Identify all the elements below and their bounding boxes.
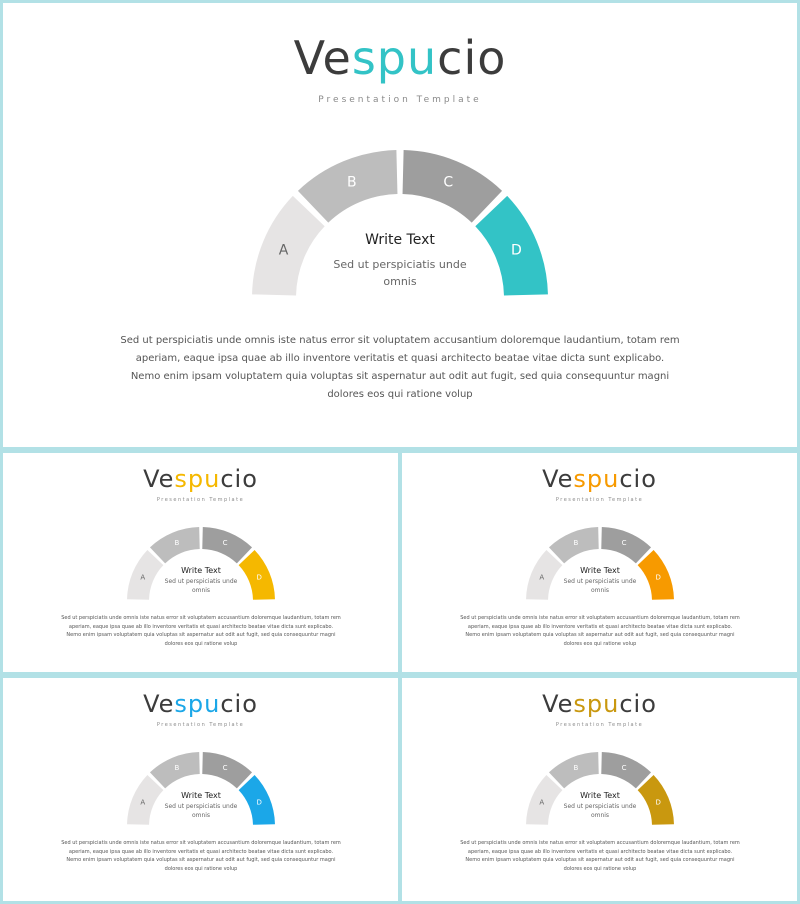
brand-pre: Ve xyxy=(542,690,574,718)
gauge-label-d: D xyxy=(655,798,661,807)
center-title: Write Text xyxy=(580,791,620,800)
gauge-label-d: D xyxy=(256,798,262,807)
slide-thumbnail-4[interactable] xyxy=(402,678,797,901)
gauge-label-a: A xyxy=(539,573,545,582)
body-paragraph: Sed ut perspiciatis unde omnis iste natus error sit voluptatem accusantium doloremque laudantium, totam rem aperiam, eaque ipsa quae ab illo inventore veritatis et quasi architecto beatae vitae dicta sunt explicabo. Nemo enim ipsam voluptatem quia voluptas sit aspernatur aut odit aut fugit, sed quia consequuntur magni dolores eos qui ratione volup xyxy=(120,335,680,400)
brand-post: cio xyxy=(220,690,258,718)
gauge-label-a: A xyxy=(278,242,289,259)
brand-pre: Ve xyxy=(542,465,574,493)
gauge-label-c: C xyxy=(222,539,228,548)
brand-pre: Ve xyxy=(143,465,175,493)
brand-pre: Ve xyxy=(293,31,352,85)
brand-title xyxy=(3,690,398,718)
gauge-label-a: A xyxy=(140,798,146,807)
brand-highlight: spu xyxy=(573,690,620,718)
center-description: Sed ut perspiciatis unde omnis xyxy=(164,578,238,594)
gauge-label-d: D xyxy=(655,573,661,582)
brand-post: cio xyxy=(619,465,657,493)
center-description: Sed ut perspiciatis unde omnis xyxy=(563,803,637,819)
subtitle: Presentation Template xyxy=(156,497,245,503)
gauge-label-b: B xyxy=(174,539,180,548)
brand-highlight: spu xyxy=(351,31,438,85)
brand-pre: Ve xyxy=(143,690,175,718)
brand-post: cio xyxy=(437,31,507,85)
gauge-label-b: B xyxy=(573,764,579,773)
gauge-label-c: C xyxy=(443,174,454,191)
center-description: Sed ut perspiciatis unde omnis xyxy=(164,803,238,819)
body-paragraph: Sed ut perspiciatis unde omnis iste natus error sit voluptatem accusantium doloremque laudantium, totam rem aperiam, eaque ipsa quae ab illo inventore veritatis et quasi architecto beatae vitae dicta sunt explicabo. Nemo enim ipsam voluptatem quia voluptas sit aspernatur aut odit aut fugit, sed quia consequuntur magni dolores eos qui ratione volup xyxy=(460,615,740,647)
center-title: Write Text xyxy=(365,232,435,248)
brand-title xyxy=(402,465,797,493)
subtitle: Presentation Template xyxy=(318,95,482,105)
slide-thumbnail-3[interactable] xyxy=(3,678,398,901)
slide-thumbnail-1[interactable] xyxy=(3,453,398,672)
brand-title xyxy=(3,465,398,493)
body-paragraph: Sed ut perspiciatis unde omnis iste natus error sit voluptatem accusantium doloremque laudantium, totam rem aperiam, eaque ipsa quae ab illo inventore veritatis et quasi architecto beatae vitae dicta sunt explicabo. Nemo enim ipsam voluptatem quia voluptas sit aspernatur aut odit aut fugit, sed quia consequuntur magni dolores eos qui ratione volup xyxy=(61,840,341,872)
gauge-label-c: C xyxy=(222,764,228,773)
brand-post: cio xyxy=(220,465,258,493)
gauge-label-d: D xyxy=(511,242,522,259)
center-title: Write Text xyxy=(580,566,620,575)
center-description: Sed ut perspiciatis unde omnis xyxy=(563,578,637,594)
brand-highlight: spu xyxy=(174,690,221,718)
gauge-label-d: D xyxy=(256,573,262,582)
gauge-label-a: A xyxy=(539,798,545,807)
subtitle: Presentation Template xyxy=(156,722,245,728)
brand-highlight: spu xyxy=(573,465,620,493)
body-paragraph: Sed ut perspiciatis unde omnis iste natus error sit voluptatem accusantium doloremque laudantium, totam rem aperiam, eaque ipsa quae ab illo inventore veritatis et quasi architecto beatae vitae dicta sunt explicabo. Nemo enim ipsam voluptatem quia voluptas sit aspernatur aut odit aut fugit, sed quia consequuntur magni dolores eos qui ratione volup xyxy=(460,840,740,872)
slide-thumbnail-2[interactable] xyxy=(402,453,797,672)
gauge-label-a: A xyxy=(140,573,146,582)
body-paragraph: Sed ut perspiciatis unde omnis iste natus error sit voluptatem accusantium doloremque laudantium, totam rem aperiam, eaque ipsa quae ab illo inventore veritatis et quasi architecto beatae vitae dicta sunt explicabo. Nemo enim ipsam voluptatem quia voluptas sit aspernatur aut odit aut fugit, sed quia consequuntur magni dolores eos qui ratione volup xyxy=(61,615,341,647)
slide-main[interactable] xyxy=(3,3,797,447)
gauge-label-c: C xyxy=(621,764,627,773)
brand-title xyxy=(3,31,797,85)
gauge-label-b: B xyxy=(573,539,579,548)
subtitle: Presentation Template xyxy=(555,497,644,503)
gauge-label-b: B xyxy=(346,174,357,191)
brand-title xyxy=(402,690,797,718)
gauge-label-b: B xyxy=(174,764,180,773)
subtitle: Presentation Template xyxy=(555,722,644,728)
center-title: Write Text xyxy=(181,566,221,575)
brand-highlight: spu xyxy=(174,465,221,493)
brand-post: cio xyxy=(619,690,657,718)
center-description: Sed ut perspiciatis unde omnis xyxy=(333,258,467,288)
gauge-label-c: C xyxy=(621,539,627,548)
center-title: Write Text xyxy=(181,791,221,800)
